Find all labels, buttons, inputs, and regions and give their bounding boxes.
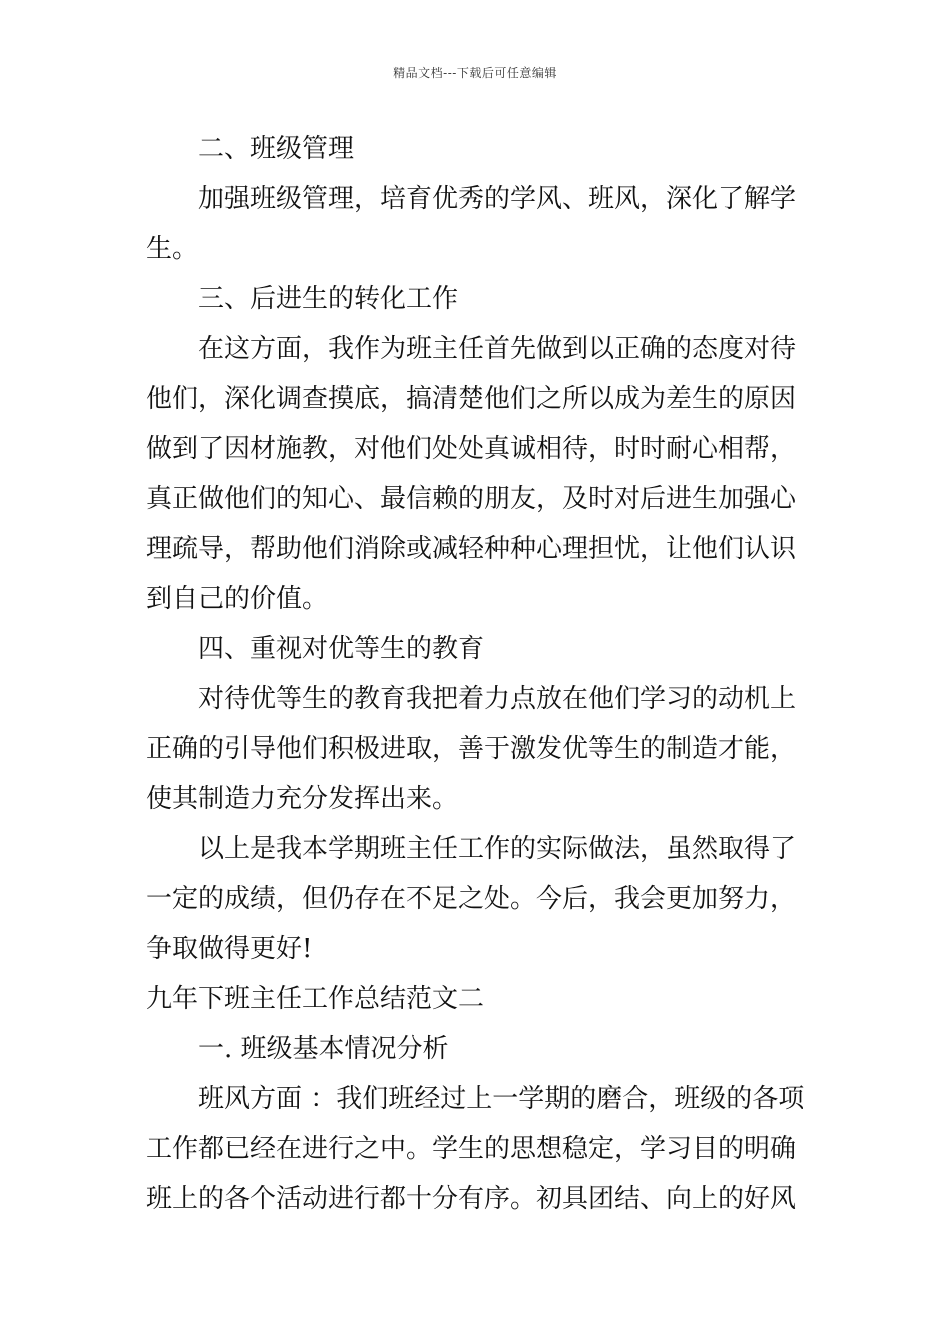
paragraph-line: 加强班级管理，培育优秀的学风、班风，深化了解学 bbox=[198, 184, 797, 214]
section-heading-top-students: 四、重视对优等生的教育 bbox=[198, 634, 485, 664]
paragraph-line: 班风方面 ：我们班经过上一学期的磨合，班级的各项 bbox=[198, 1084, 805, 1114]
section-heading-class-management: 二、班级管理 bbox=[198, 134, 355, 164]
paragraph-line: 对待优等生的教育我把着力点放在他们学习的动机上 bbox=[198, 684, 797, 714]
paragraph-line: 以上是我本学期班主任工作的实际做法，虽然取得了 bbox=[198, 834, 797, 864]
document-title: 九年下班主任工作总结范文二 bbox=[146, 984, 485, 1014]
document-body bbox=[146, 124, 808, 1224]
paragraph-line: 班上的各个活动进行都十分有序。初具团结、向上的好风 bbox=[146, 1184, 797, 1214]
paragraph-line: 生。 bbox=[146, 234, 199, 264]
paragraph-line: 在这方面，我作为班主任首先做到以正确的态度对待 bbox=[198, 334, 797, 364]
paragraph-line: 真正做他们的知心、最信赖的朋友，及时对后进生加强心 bbox=[146, 484, 797, 514]
paragraph-line: 理疏导，帮助他们消除或减轻种种心理担忧，让他们认识 bbox=[146, 534, 797, 564]
paragraph-line: 做到了因材施教，对他们处处真诚相待，时时耐心相帮， bbox=[146, 434, 797, 464]
paragraph-line: 使其制造力充分发挥出来。 bbox=[146, 784, 459, 814]
paragraph-line: 工作都已经在进行之中。学生的思想稳定，学习目的明确 bbox=[146, 1134, 797, 1164]
page-header: 精品文档---下载后可任意编辑 bbox=[393, 66, 557, 80]
section-heading-underachievers: 三、后进生的转化工作 bbox=[198, 284, 459, 314]
paragraph-line: 到自己的价值。 bbox=[146, 584, 329, 614]
section-heading-class-analysis: 一. 班级基本情况分析 bbox=[198, 1034, 449, 1064]
paragraph-line: 他们，深化调查摸底，搞清楚他们之所以成为差生的原因 bbox=[146, 384, 797, 414]
paragraph-line: 正确的引导他们积极进取，善于激发优等生的制造才能， bbox=[146, 734, 797, 764]
paragraph-line: 争取做得更好! bbox=[146, 934, 313, 964]
paragraph-line: 一定的成绩，但仍存在不足之处。今后，我会更加努力， bbox=[146, 884, 797, 914]
